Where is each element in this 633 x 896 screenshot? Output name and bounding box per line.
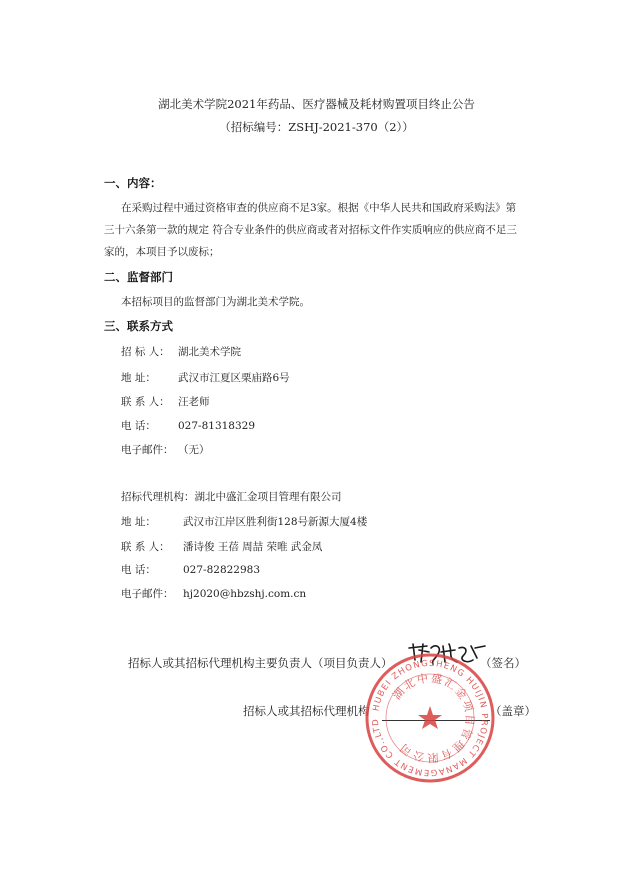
section-2-heading: 二、监督部门 bbox=[104, 270, 173, 284]
agency-address-row bbox=[121, 514, 367, 529]
tenderer-address-row bbox=[121, 370, 290, 385]
agency-address-label: 地 址： bbox=[121, 516, 156, 528]
tenderer-address-label: 地 址： bbox=[121, 372, 156, 384]
tenderer-name-label: 招 标 人： bbox=[121, 346, 170, 358]
agency-name-row bbox=[121, 489, 342, 504]
agency-phone-row bbox=[121, 562, 260, 577]
section-1-line-3: 家的，本项目予以废标； bbox=[104, 246, 220, 258]
section-1-heading: 一、内容： bbox=[104, 176, 162, 190]
agency-contact-label: 联 系 人： bbox=[121, 541, 170, 553]
tenderer-phone-label: 电 话： bbox=[121, 420, 156, 432]
tenderer-email-value: （无） bbox=[178, 444, 210, 456]
agency-name-value: 湖北中盛汇金项目管理有限公司 bbox=[194, 491, 342, 503]
agency-phone-label: 电 话： bbox=[121, 564, 156, 576]
tenderer-email-label: 电子邮件： bbox=[121, 444, 174, 456]
tenderer-contact-row bbox=[121, 394, 210, 409]
official-seal bbox=[364, 652, 496, 784]
tenderer-contact-label: 联 系 人： bbox=[121, 396, 170, 408]
section-1-line-1: 在采购过程中通过资格审查的供应商不足3家。根据《中华人民共和国政府采购法》第 bbox=[121, 202, 517, 214]
section-2-line-1: 本招标项目的监督部门为湖北美术学院。 bbox=[121, 296, 310, 308]
signature-line-2-suffix: （盖章） bbox=[490, 704, 536, 718]
document-title: 湖北美术学院2021年药品、医疗器械及耗材购置项目终止公告 bbox=[158, 97, 475, 111]
agency-email-row bbox=[121, 586, 306, 601]
svg-text:HUBEI ZHONGSHENG HUIJIN PROJEC: HUBEI ZHONGSHENG HUIJIN PROJECT MANAGEMENT CO.,LTD bbox=[370, 658, 490, 778]
agency-name-label: 招标代理机构： bbox=[121, 491, 195, 503]
tenderer-contact-value: 汪老师 bbox=[178, 396, 210, 408]
agency-contact-value: 潘诗俊 王蓓 周喆 荣唯 武金凤 bbox=[183, 541, 323, 553]
agency-email-label: 电子邮件： bbox=[121, 588, 174, 600]
agency-email-value: hj2020@hbzshj.com.cn bbox=[183, 588, 307, 600]
agency-address-value: 武汉市江岸区胜利街128号新源大厦4楼 bbox=[183, 516, 368, 528]
signature-line-1-text: 招标人或其招标代理机构主要负责人（项目负责人） bbox=[128, 656, 393, 670]
tenderer-email-row bbox=[121, 442, 210, 457]
svg-text:湖北中盛汇金项目管理有限公司: 湖北中盛汇金项目管理有限公司 bbox=[390, 671, 477, 765]
tenderer-name-value: 湖北美术学院 bbox=[178, 346, 241, 358]
section-1-line-2: 三十六条第一款的规定 符合专业条件的供应商或者对招标文件作实质响应的供应商不足三 bbox=[104, 224, 517, 236]
agency-phone-value: 027-82822983 bbox=[183, 564, 261, 576]
signature-line-2-text: 招标人或其招标代理机构 bbox=[243, 704, 370, 718]
tenderer-phone-row bbox=[121, 418, 255, 433]
document-subtitle: （招标编号：ZSHJ-2021-370（2）） bbox=[219, 120, 414, 134]
tenderer-name-row bbox=[121, 344, 241, 359]
tenderer-phone-value: 027-81318329 bbox=[178, 420, 256, 432]
signature-line-1-suffix: （签名） bbox=[480, 656, 526, 670]
section-3-heading: 三、联系方式 bbox=[104, 319, 173, 333]
agency-contact-row bbox=[121, 539, 322, 554]
tenderer-address-value: 武汉市江夏区栗庙路6号 bbox=[178, 372, 290, 384]
